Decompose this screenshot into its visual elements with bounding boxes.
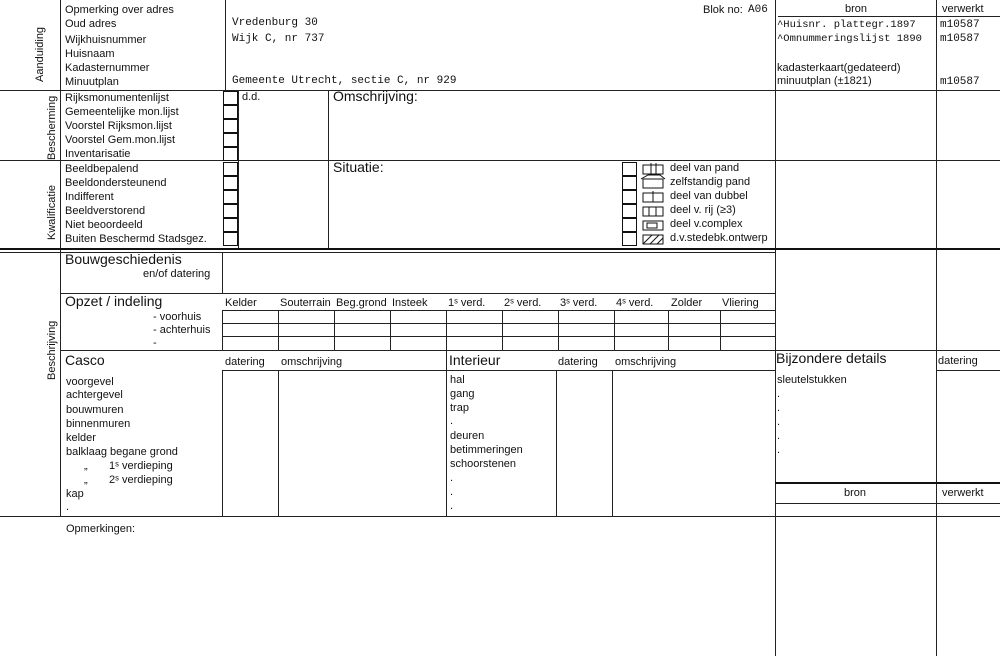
interieur-omschrijving-header: omschrijving bbox=[615, 356, 677, 368]
verwerkt-header: verwerkt bbox=[942, 3, 984, 15]
section-label-kwalificatie: Kwalificatie bbox=[46, 184, 58, 240]
casco-item: achtergevel bbox=[66, 389, 123, 401]
situatie-option: deel van dubbel bbox=[670, 190, 748, 202]
bottom-bron-top-rule bbox=[775, 482, 1000, 484]
interieur-label: Interieur bbox=[449, 352, 501, 368]
opzet-row-rule bbox=[222, 323, 775, 324]
bron-header: bron bbox=[845, 3, 868, 15]
right-column-rule bbox=[775, 0, 776, 656]
checkbox[interactable] bbox=[223, 91, 238, 105]
casco-item: kelder bbox=[66, 432, 96, 444]
omschrijving-label: Omschrijving: bbox=[333, 88, 418, 104]
opzet-col-rule bbox=[446, 310, 447, 350]
deel-v-rij-icon bbox=[643, 207, 663, 216]
checkbox[interactable] bbox=[223, 204, 238, 218]
situatie-option: deel v.complex bbox=[670, 218, 743, 230]
kwalificatie-bottom-rule bbox=[0, 248, 1000, 250]
bescherming-item: Voorstel Gem.mon.lijst bbox=[65, 134, 176, 146]
stedebk-ontwerp-icon bbox=[643, 235, 663, 244]
checkbox[interactable] bbox=[223, 190, 238, 204]
kwalificatie-item: Indifferent bbox=[65, 191, 114, 203]
verwerkt-entry: m10587 bbox=[940, 19, 980, 31]
checkbox[interactable] bbox=[223, 119, 238, 133]
en-of-datering-label: en/of datering bbox=[143, 268, 211, 280]
verwerkt-column-rule bbox=[936, 0, 937, 656]
casco-item: bouwmuren bbox=[66, 404, 124, 416]
interieur-item: . bbox=[450, 415, 454, 427]
interieur-item: deuren bbox=[450, 430, 485, 442]
opmerkingen-field[interactable] bbox=[62, 540, 772, 652]
interieur-item: . bbox=[450, 486, 454, 498]
opzet-col-rule bbox=[502, 310, 503, 350]
interieur-datering-rule bbox=[556, 370, 557, 516]
bijzondere-item: . bbox=[777, 402, 781, 414]
left-rule bbox=[60, 0, 61, 516]
opzet-col-rule bbox=[222, 310, 223, 350]
verwerkt-entry: m10587 bbox=[940, 76, 980, 88]
opzet-col-rule bbox=[278, 310, 279, 350]
opzet-col-header: 2ˢ verd. bbox=[504, 297, 542, 309]
interieur-omschrijving-rule bbox=[612, 370, 613, 516]
bouwgeschiedenis-bottom-rule bbox=[60, 293, 775, 294]
casco-omschrijving-rule bbox=[278, 370, 279, 516]
opzet-col-rule bbox=[390, 310, 391, 350]
opzet-col-header: Souterrain bbox=[280, 297, 331, 309]
checkbox[interactable] bbox=[622, 232, 637, 246]
kwalificatie-item: Buiten Beschermd Stadsgez. bbox=[65, 233, 207, 245]
deel-v-complex-icon bbox=[643, 221, 663, 230]
opzet-col-rule bbox=[334, 310, 335, 350]
zelfstandig-pand-icon bbox=[641, 175, 665, 188]
opzet-col-rule bbox=[614, 310, 615, 350]
bottom-bron-header: bron bbox=[844, 487, 867, 499]
section-label-aanduiding: Aanduiding bbox=[34, 26, 46, 82]
bijzondere-item: . bbox=[777, 416, 781, 428]
aanduiding-value-rule bbox=[225, 0, 226, 90]
interieur-left-rule bbox=[446, 350, 447, 516]
aanduiding-bottom-rule bbox=[0, 90, 1000, 91]
checkbox[interactable] bbox=[622, 176, 637, 190]
kwalificatie-item: Beeldverstorend bbox=[65, 205, 146, 217]
interieur-item: betimmeringen bbox=[450, 444, 523, 456]
opzet-col-header: Insteek bbox=[392, 297, 428, 309]
dd-label: d.d. bbox=[242, 91, 261, 103]
field-label: Opmerking over adres bbox=[65, 4, 174, 16]
opzet-bottom-rule bbox=[60, 350, 775, 351]
deel-van-pand-icon bbox=[643, 163, 663, 174]
checkbox[interactable] bbox=[622, 218, 637, 232]
kwalificatie-item: Beeldondersteunend bbox=[65, 177, 167, 189]
bottom-bron-under-rule bbox=[775, 503, 1000, 504]
checkbox[interactable] bbox=[622, 190, 637, 204]
opzet-label: Opzet / indeling bbox=[65, 293, 163, 309]
casco-label: Casco bbox=[65, 352, 105, 368]
bijzondere-item: . bbox=[777, 444, 781, 456]
opzet-col-rule bbox=[558, 310, 559, 350]
wijkhuisnummer-value: Wijk C, nr 737 bbox=[232, 33, 325, 45]
casco-item: kap bbox=[66, 488, 84, 500]
bijzondere-item: sleutelstukken bbox=[777, 374, 847, 386]
casco-header-rule bbox=[222, 370, 775, 371]
casco-item: balklaag begane grond bbox=[66, 446, 178, 458]
bouwgeschiedenis-label: Bouwgeschiedenis bbox=[65, 251, 182, 267]
bescherming-item: Inventarisatie bbox=[65, 148, 131, 160]
interieur-item: . bbox=[450, 500, 454, 512]
blok-value: A06 bbox=[748, 4, 768, 16]
checkbox[interactable] bbox=[223, 218, 238, 232]
situatie-option: zelfstandig pand bbox=[670, 176, 751, 188]
opzet-col-header: 3ˢ verd. bbox=[560, 297, 598, 309]
bescherming-bottom-rule bbox=[0, 160, 1000, 161]
checkbox[interactable] bbox=[223, 147, 238, 161]
section-label-bescherming: Bescherming bbox=[46, 95, 58, 160]
opzet-row-rule bbox=[222, 310, 775, 311]
verwerkt-entry: m10587 bbox=[940, 33, 980, 45]
opmerkingen-label: Opmerkingen: bbox=[66, 523, 136, 535]
bron-entry: ^Huisnr. plattegr.1897 bbox=[777, 19, 916, 31]
bescherming-item: Voorstel Rijksmon.lijst bbox=[65, 120, 172, 132]
casco-item: binnenmuren bbox=[66, 418, 131, 430]
bottom-verwerkt-header: verwerkt bbox=[942, 487, 984, 499]
field-label: Oud adres bbox=[65, 18, 117, 30]
field-label: Huisnaam bbox=[65, 48, 115, 60]
omschrijving-rule bbox=[328, 90, 329, 248]
situatie-option: deel van pand bbox=[670, 162, 740, 174]
checkbox[interactable] bbox=[622, 204, 637, 218]
checkbox[interactable] bbox=[223, 176, 238, 190]
deel-van-dubbel-icon bbox=[643, 191, 663, 202]
checkbox[interactable] bbox=[223, 232, 238, 246]
casco-item: „ 2ˢ verdieping bbox=[84, 474, 173, 486]
casco-datering-rule bbox=[222, 370, 223, 516]
opzet-col-header: Kelder bbox=[225, 297, 257, 309]
field-label: Kadasternummer bbox=[65, 62, 150, 74]
situatie-label: Situatie: bbox=[333, 159, 384, 175]
opzet-col-header: 1ˢ verd. bbox=[448, 297, 486, 309]
opzet-row-label: - bbox=[153, 337, 157, 349]
situatie-option: d.v.stedebk.ontwerp bbox=[670, 232, 768, 244]
bijzondere-header-rule bbox=[936, 370, 1000, 371]
opzet-row-rule bbox=[222, 336, 775, 337]
bijzondere-item: . bbox=[777, 388, 781, 400]
interieur-item: schoorstenen bbox=[450, 458, 517, 470]
opzet-col-header: Zolder bbox=[671, 297, 703, 309]
section-label-beschrijving: Beschrijving bbox=[46, 320, 58, 380]
field-label: Minuutplan bbox=[65, 76, 119, 88]
opzet-col-header: Beg.grond bbox=[336, 297, 387, 309]
field-label: Wijkhuisnummer bbox=[65, 34, 147, 46]
casco-item: . bbox=[66, 501, 70, 513]
bescherming-item: Rijksmonumentenlijst bbox=[65, 92, 169, 104]
casco-item: voorgevel bbox=[66, 376, 114, 388]
checkbox[interactable] bbox=[622, 162, 637, 176]
oud-adres-value: Vredenburg 30 bbox=[232, 17, 318, 29]
beschrijving-bottom-rule bbox=[0, 516, 1000, 517]
bijzondere-item: . bbox=[777, 430, 781, 442]
situatie-option: deel v. rij (≥3) bbox=[670, 204, 736, 216]
checkbox[interactable] bbox=[223, 133, 238, 147]
bouwgeschiedenis-value-rule bbox=[222, 252, 223, 293]
opzet-col-header: Vliering bbox=[722, 297, 759, 309]
interieur-datering-header: datering bbox=[558, 356, 598, 368]
casco-item: „ 1ˢ verdieping bbox=[84, 460, 173, 472]
dd-rule bbox=[238, 90, 239, 248]
kwalificatie-item: Beeldbepalend bbox=[65, 163, 139, 175]
minuutplan-value: Gemeente Utrecht, sectie C, nr 929 bbox=[232, 75, 457, 87]
interieur-item: gang bbox=[450, 388, 475, 400]
bijzondere-label: Bijzondere details bbox=[776, 350, 887, 366]
checkbox[interactable] bbox=[223, 105, 238, 119]
opzet-col-header: 4ˢ verd. bbox=[616, 297, 654, 309]
casco-omschrijving-header: omschrijving bbox=[281, 356, 343, 368]
opzet-col-rule bbox=[668, 310, 669, 350]
interieur-item: hal bbox=[450, 374, 465, 386]
bron-header-rule bbox=[778, 16, 1000, 17]
checkbox[interactable] bbox=[223, 162, 238, 176]
bescherming-item: Gemeentelijke mon.lijst bbox=[65, 106, 179, 118]
bron-entry: ^Omnummeringslijst 1890 bbox=[777, 33, 922, 45]
bron-entry: minuutplan (±1821) bbox=[777, 75, 872, 87]
situatie-icons bbox=[640, 161, 668, 247]
interieur-item: trap bbox=[450, 402, 469, 414]
opzet-col-rule bbox=[720, 310, 721, 350]
opzet-row-label: - achterhuis bbox=[153, 324, 211, 336]
casco-datering-header: datering bbox=[225, 356, 265, 368]
interieur-item: . bbox=[450, 472, 454, 484]
opzet-row-label: - voorhuis bbox=[153, 311, 202, 323]
blok-label: Blok no: bbox=[703, 4, 743, 16]
bijzondere-datering-header: datering bbox=[938, 355, 978, 367]
bron-entry: kadasterkaart(gedateerd) bbox=[777, 62, 901, 74]
kwalificatie-item: Niet beoordeeld bbox=[65, 219, 143, 231]
